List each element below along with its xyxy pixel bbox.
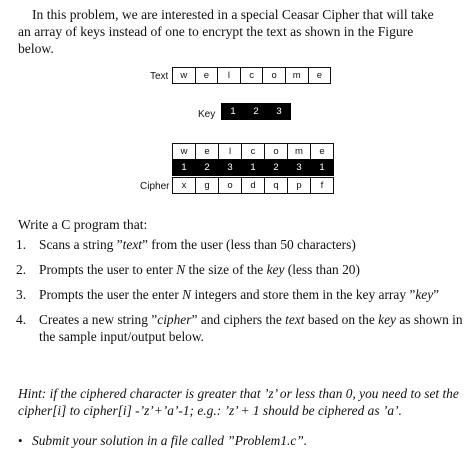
task-text: Scans a string ”: [39, 237, 123, 252]
text-cell: l: [217, 67, 241, 84]
key-row-cell: 2: [264, 159, 288, 176]
task-text: Prompts the user to enter: [39, 262, 177, 277]
task-variable: N: [176, 262, 186, 277]
key-cell: 1: [221, 103, 245, 120]
task-variable: key: [266, 262, 285, 277]
text-cells: [172, 67, 331, 84]
task-list: [16, 236, 464, 353]
key-row-cell: 1: [172, 159, 196, 176]
task-variable: key: [378, 312, 396, 327]
task-text: ” from the user (less than 50 characters): [142, 237, 356, 252]
task-text: integers and store them in the key array ”: [191, 287, 416, 302]
plain-cell: c: [241, 143, 265, 160]
text-cell: o: [262, 67, 286, 84]
cipher-cell: p: [287, 177, 311, 194]
submit-instruction: Submit your solution in a file called ”Problem1.c”.: [32, 433, 308, 448]
cipher-cell: g: [195, 177, 219, 194]
text-label: Text: [150, 71, 169, 82]
hint-text: Hint: if the ciphered character is greater that ’z’ or less than 0, you need to set the cipher[i] to cipher[i] -’z’+’a’-1; e.g.: ’z’ + 1 should be ciphered as ’a’.: [18, 386, 459, 418]
intro-line-2: an array of keys instead of one to encrypt the text as shown in the Figure: [18, 24, 414, 39]
plain-cell: m: [287, 143, 311, 160]
cipher-label: Cipher: [140, 181, 170, 192]
key-row-cell: 1: [241, 159, 265, 176]
list-item: [16, 286, 464, 303]
plain-row: [172, 143, 334, 160]
cipher-cell: d: [241, 177, 265, 194]
key-row-cell: 2: [195, 159, 219, 176]
list-item: [16, 236, 464, 253]
plain-cell: e: [310, 143, 334, 160]
plain-cell: o: [264, 143, 288, 160]
list-number: 3.: [16, 287, 27, 302]
key-cell: 3: [267, 103, 291, 120]
plain-cell: w: [172, 143, 196, 160]
task-text: Prompts the user the enter: [39, 287, 183, 302]
task-text: Creates a new string ”: [39, 312, 158, 327]
key-row: [172, 159, 334, 176]
plain-cell: e: [195, 143, 219, 160]
task-text: (less than 20): [284, 262, 360, 277]
key-row-cell: 3: [287, 159, 311, 176]
text-cell: m: [285, 67, 309, 84]
task-text: as shown in the sample input/output below.: [39, 312, 463, 344]
text-cell: e: [195, 67, 219, 84]
text-cell: w: [172, 67, 196, 84]
text-cell: c: [240, 67, 264, 84]
key-row-cell: 1: [310, 159, 334, 176]
bullet-icon: •: [18, 433, 23, 448]
list-number: 2.: [16, 262, 27, 277]
task-text: based on the: [304, 312, 379, 327]
task-text: ”: [433, 287, 440, 302]
intro-line-3: below.: [18, 41, 54, 56]
list-item: [16, 261, 464, 278]
list-number: 1.: [16, 237, 27, 252]
task-text: the size of the: [185, 262, 267, 277]
text-cell: e: [308, 67, 332, 84]
task-variable: key: [415, 287, 434, 302]
task-variable: text: [285, 312, 305, 327]
cipher-cell: o: [218, 177, 242, 194]
cipher-cell: f: [310, 177, 334, 194]
key-row-cell: 3: [218, 159, 242, 176]
plain-cell: l: [218, 143, 242, 160]
list-item: [16, 311, 464, 345]
key-label: Key: [198, 109, 216, 120]
cipher-cell: q: [264, 177, 288, 194]
key-cells: [221, 103, 291, 120]
intro-line-1: In this problem, we are interested in a special Ceasar Cipher that will take: [32, 7, 434, 22]
list-number: 4.: [16, 312, 27, 327]
section-heading: Write a C program that:: [18, 217, 148, 232]
task-variable: cipher: [157, 312, 192, 327]
cipher-figure: [0, 0, 474, 205]
cipher-cell: x: [172, 177, 196, 194]
task-text: ” and ciphers the: [191, 312, 286, 327]
cipher-row: [172, 177, 334, 194]
task-variable: text: [122, 237, 142, 252]
task-variable: N: [182, 287, 192, 302]
key-cell: 2: [244, 103, 268, 120]
